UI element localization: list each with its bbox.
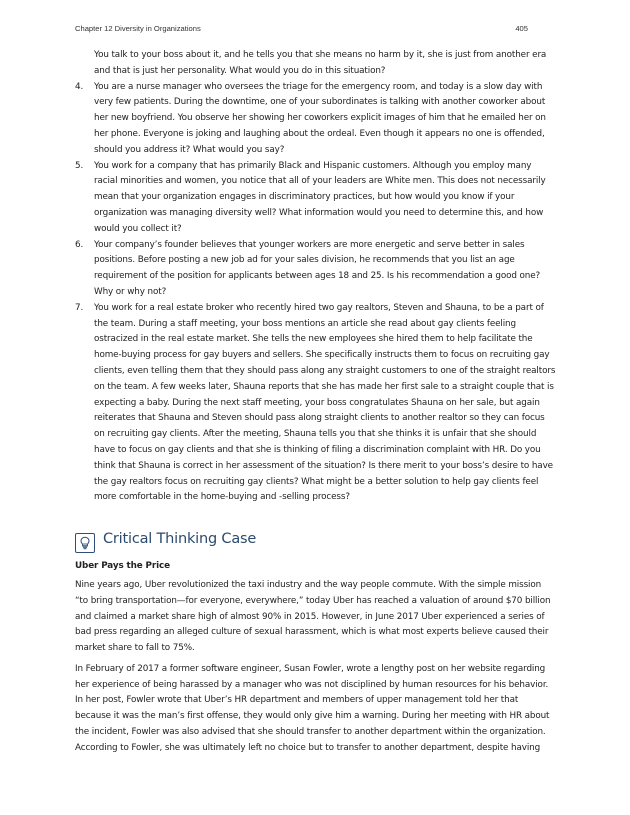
item-number: 7. <box>75 302 84 313</box>
case-paragraph: Nine years ago, Uber revolutionized the taxi industry and the way people commute. With the simple mission “to bring transportation—for everyone, everywhere,” today Uber has reached a valuation of around $70 billion and claimed a market share high of almost 90% in 2015. However, in June 2017 Uber experienced a series of bad press regarding an alleged culture of sexual harassment, which is what most experts believe caused their market share to fall to 75%. <box>75 579 551 654</box>
list-item <box>75 80 556 159</box>
lightbulb-icon <box>75 533 95 553</box>
item-text: You work for a company that has primarily Black and Hispanic customers. Although you employ many racial minorities and women, you notice that all of your leaders are White men. This does not necessarily mean that your organization engages in discriminatory practices, but how would you know if your organization was managing diversity well? What information would you need to determine this, and how would you collect it? <box>94 160 546 234</box>
case-title: Critical Thinking Case <box>103 531 257 548</box>
page-number: 405 <box>515 24 528 33</box>
item-text: You are a nurse manager who oversees the triage for the emergency room, and today is a slow day with very few patients. During the downtime, one of your subordinates is talking with another coworker about her new boyfriend. You observe her showing her coworkers explicit images of him that he emailed her on her phone. Everyone is joking and laughing about the ordeal. Even though it appears no one is offended, should you address it? What would you say? <box>94 81 546 155</box>
chapter-title: Chapter 12 Diversity in Organizations <box>75 24 201 33</box>
list-item <box>75 301 556 506</box>
question-list <box>75 80 556 507</box>
item-number: 6. <box>75 239 84 250</box>
case-heading <box>75 533 556 559</box>
case-subtitle: Uber Pays the Price <box>75 561 170 572</box>
page-content <box>75 48 556 757</box>
case-paragraph: In February of 2017 a former software engineer, Susan Fowler, wrote a lengthy post on her website regarding her experience of being harassed by a manager who was not disciplined by human resources for his behavior. In her post, Fowler wrote that Uber’s HR department and members of upper management told her that because it was the man’s first offense, they would only give him a warning. During her meeting with HR about the incident, Fowler was also advised that she should transfer to another department within the organization. According to Fowler, she was ultimately left no choice but to transfer to another department, despite having <box>75 663 550 753</box>
list-item <box>75 238 556 301</box>
item-number: 4. <box>75 81 84 92</box>
item-continuation: You talk to your boss about it, and he tells you that she means no harm by it, she is just from another era and that is just her personality. What would you do in this situation? <box>94 50 547 76</box>
item-text: You work for a real estate broker who recently hired two gay realtors, Steven and Shauna, to be a part of the team. During a staff meeting, your boss mentions an article she read about gay clients feeling ostracized in the real estate market. She tells the new employees she hired them to help facilitate the home-buying process for gay buyers and sellers. She specifically instructs them to focus on recruiting gay clients, even telling them that they should pass along any straight customers to one of the straight realtors on the team. A few weeks later, Shauna reports that she has made her first sale to a straight couple that is expecting a baby. During the next staff meeting, your boss congratulates Shauna on her sale, but again reiterates that Shauna and Steven should pass along straight clients to another realtor so they can focus on recruiting gay clients. After the meeting, Shauna tells you that she thinks it is unfair that she should have to focus on gay clients and that she is thinking of filing a discrimination complaint with HR. Do you think that Shauna is correct in her assessment of the situation? Is there merit to your boss’s desire to have the gay realtors focus on recruiting gay clients? What might be a better solution to help gay clients feel more comfortable in the home-buying and -selling process? <box>94 302 556 503</box>
item-text: Your company’s founder believes that younger workers are more energetic and serve better in sales positions. Before posting a new job ad for your sales division, he recommends that you list an age requirement of the position for applicants between ages 18 and 25. Is his recommendation a good one? Why or why not? <box>94 239 541 297</box>
list-item <box>75 159 556 238</box>
item-number: 5. <box>75 160 84 171</box>
